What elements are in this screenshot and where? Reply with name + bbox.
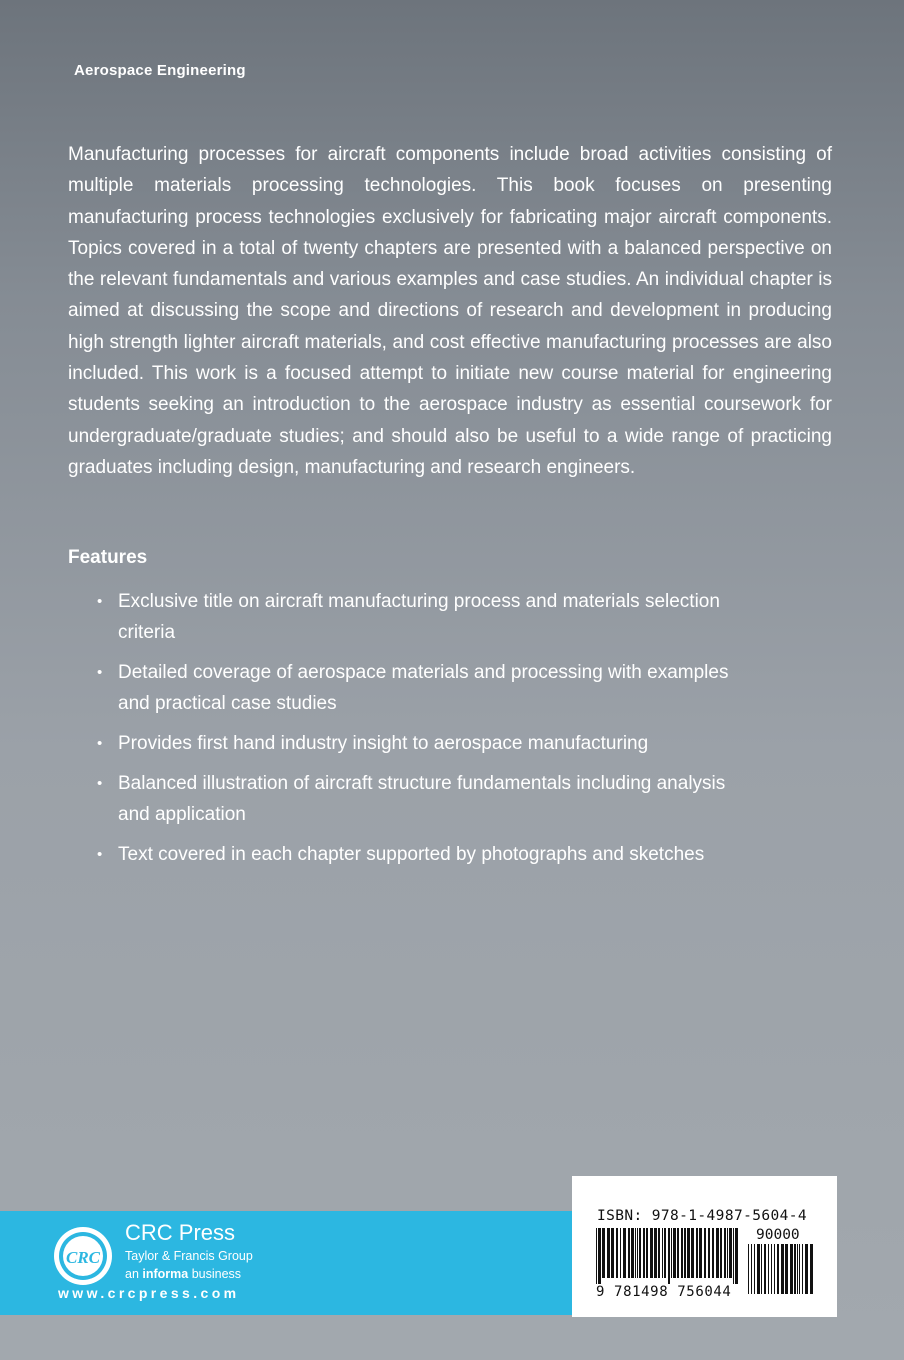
barcode-bar — [628, 1228, 630, 1278]
feature-text: Text covered in each chapter supported by photographs and sketches — [118, 844, 705, 865]
barcode-bar — [751, 1244, 752, 1294]
barcode-bar — [785, 1244, 788, 1294]
barcode-bar — [684, 1228, 686, 1278]
feature-item — [96, 728, 756, 759]
barcode-bar — [794, 1244, 796, 1294]
barcode-bar — [802, 1244, 803, 1294]
barcode-bar — [716, 1228, 719, 1278]
barcode-bar — [646, 1228, 648, 1278]
barcode-bar — [781, 1244, 784, 1294]
barcode-bar — [662, 1228, 663, 1278]
features-list — [96, 586, 756, 879]
series-title: Aerospace Engineering — [74, 62, 246, 79]
barcode-bar — [671, 1228, 672, 1278]
barcode-bar — [681, 1228, 683, 1278]
barcode-bar — [639, 1228, 641, 1278]
barcode-bar — [611, 1228, 614, 1278]
isbn-digits: 9 781498 756044 — [596, 1284, 732, 1300]
feature-item — [96, 586, 756, 648]
publisher-informa — [125, 1267, 241, 1281]
barcode-bar — [724, 1228, 726, 1278]
publisher-url[interactable]: www.crcpress.com — [58, 1285, 240, 1301]
feature-item — [96, 839, 756, 870]
barcode-main-icon — [596, 1228, 738, 1284]
barcode-bar — [774, 1244, 775, 1294]
barcode-bar — [637, 1228, 638, 1278]
barcode-bar — [668, 1228, 670, 1284]
feature-text: Provides first hand industry insight to aerospace manufacturing — [118, 733, 649, 754]
barcode-bar — [623, 1228, 626, 1278]
book-description: Manufacturing processes for aircraft components include broad activities consisting of multiple materials processing technologies. This book focuses on presenting manufacturing process technologies exclusively for fabricating major aircraft components. Topics covered in a total of twenty chapters are presented with a balanced perspective on the relevant fundamentals and various examples and case studies. An individual chapter is aimed at discussing the scope and directions of research and development in producing high strength lighter aircraft materials, and cost effective manufacturing processes are also included. This work is a focused attempt to initiate new course material for engineering students seeking an introduction to the aerospace industry as essential coursework for undergraduate/graduate studies; and should also be useful to a wide range of practicing graduates including design, manufacturing and research engineers. — [68, 144, 832, 478]
barcode-bar — [720, 1228, 722, 1278]
barcode-bar — [712, 1228, 714, 1278]
feature-text: Detailed coverage of aerospace materials and processing with examples and practical case studies — [118, 662, 729, 714]
barcode-bar — [620, 1228, 621, 1278]
barcode-bar — [704, 1228, 706, 1278]
barcode-bar — [771, 1244, 772, 1294]
publisher-group: Taylor & Francis Group — [125, 1249, 253, 1263]
barcode-bar — [777, 1244, 779, 1294]
barcode-bar — [677, 1228, 679, 1278]
barcode-bar — [805, 1244, 808, 1294]
barcode-bar — [616, 1228, 618, 1278]
features-heading: Features — [68, 547, 148, 568]
publisher-name: CRC Press — [125, 1220, 236, 1245]
bullet-icon: • — [97, 664, 103, 681]
bullet-icon: • — [97, 735, 103, 752]
barcode-bar — [596, 1228, 597, 1284]
barcode-bar — [729, 1228, 732, 1278]
barcode-bar — [708, 1228, 710, 1278]
informa-suffix: business — [188, 1267, 242, 1281]
barcode-bar — [687, 1228, 690, 1278]
barcode-bar — [631, 1228, 634, 1278]
feature-item — [96, 657, 756, 719]
barcode-bar — [735, 1228, 738, 1284]
barcode-bar — [764, 1244, 766, 1294]
bullet-icon: • — [97, 593, 103, 610]
barcode-bar — [733, 1228, 734, 1284]
barcode-bar — [699, 1228, 702, 1278]
barcode-bar — [598, 1228, 601, 1284]
informa-prefix: an — [125, 1267, 143, 1281]
barcode-bar — [748, 1244, 749, 1294]
barcode-bar — [602, 1228, 605, 1278]
barcode-bar — [799, 1244, 800, 1294]
barcode-bar — [635, 1228, 636, 1278]
barcode-bar — [768, 1244, 769, 1294]
barcode-bar — [664, 1228, 666, 1278]
barcode-bar — [761, 1244, 762, 1294]
feature-text: Exclusive title on aircraft manufacturing process and materials selection criteria — [118, 591, 720, 643]
barcode-bar — [654, 1228, 657, 1278]
barcode-bar — [691, 1228, 694, 1278]
barcode-bar — [643, 1228, 645, 1278]
barcode-bar — [673, 1228, 676, 1278]
barcode-bar — [797, 1244, 798, 1294]
feature-text: Balanced illustration of aircraft structure fundamentals including analysis and application — [118, 773, 726, 825]
barcode-bar — [754, 1244, 755, 1294]
barcode-bar — [810, 1244, 813, 1294]
barcode-bar — [757, 1244, 760, 1294]
barcode-addon-icon — [748, 1244, 816, 1300]
price-code: 90000 — [756, 1227, 800, 1243]
barcode-bar — [696, 1228, 698, 1278]
barcode-bar — [650, 1228, 653, 1278]
barcode-bar — [607, 1228, 610, 1278]
feature-item — [96, 768, 756, 830]
isbn-label: ISBN: 978-1-4987-5604-4 — [597, 1208, 807, 1224]
informa-name: informa — [142, 1267, 189, 1281]
crc-logo-icon — [52, 1225, 114, 1287]
bullet-icon: • — [97, 846, 103, 863]
barcode-bar — [790, 1244, 793, 1294]
bullet-icon: • — [97, 775, 103, 792]
barcode-bar — [658, 1228, 660, 1278]
crc-logo-text: CRC — [65, 1248, 101, 1267]
barcode-bar — [727, 1228, 728, 1278]
